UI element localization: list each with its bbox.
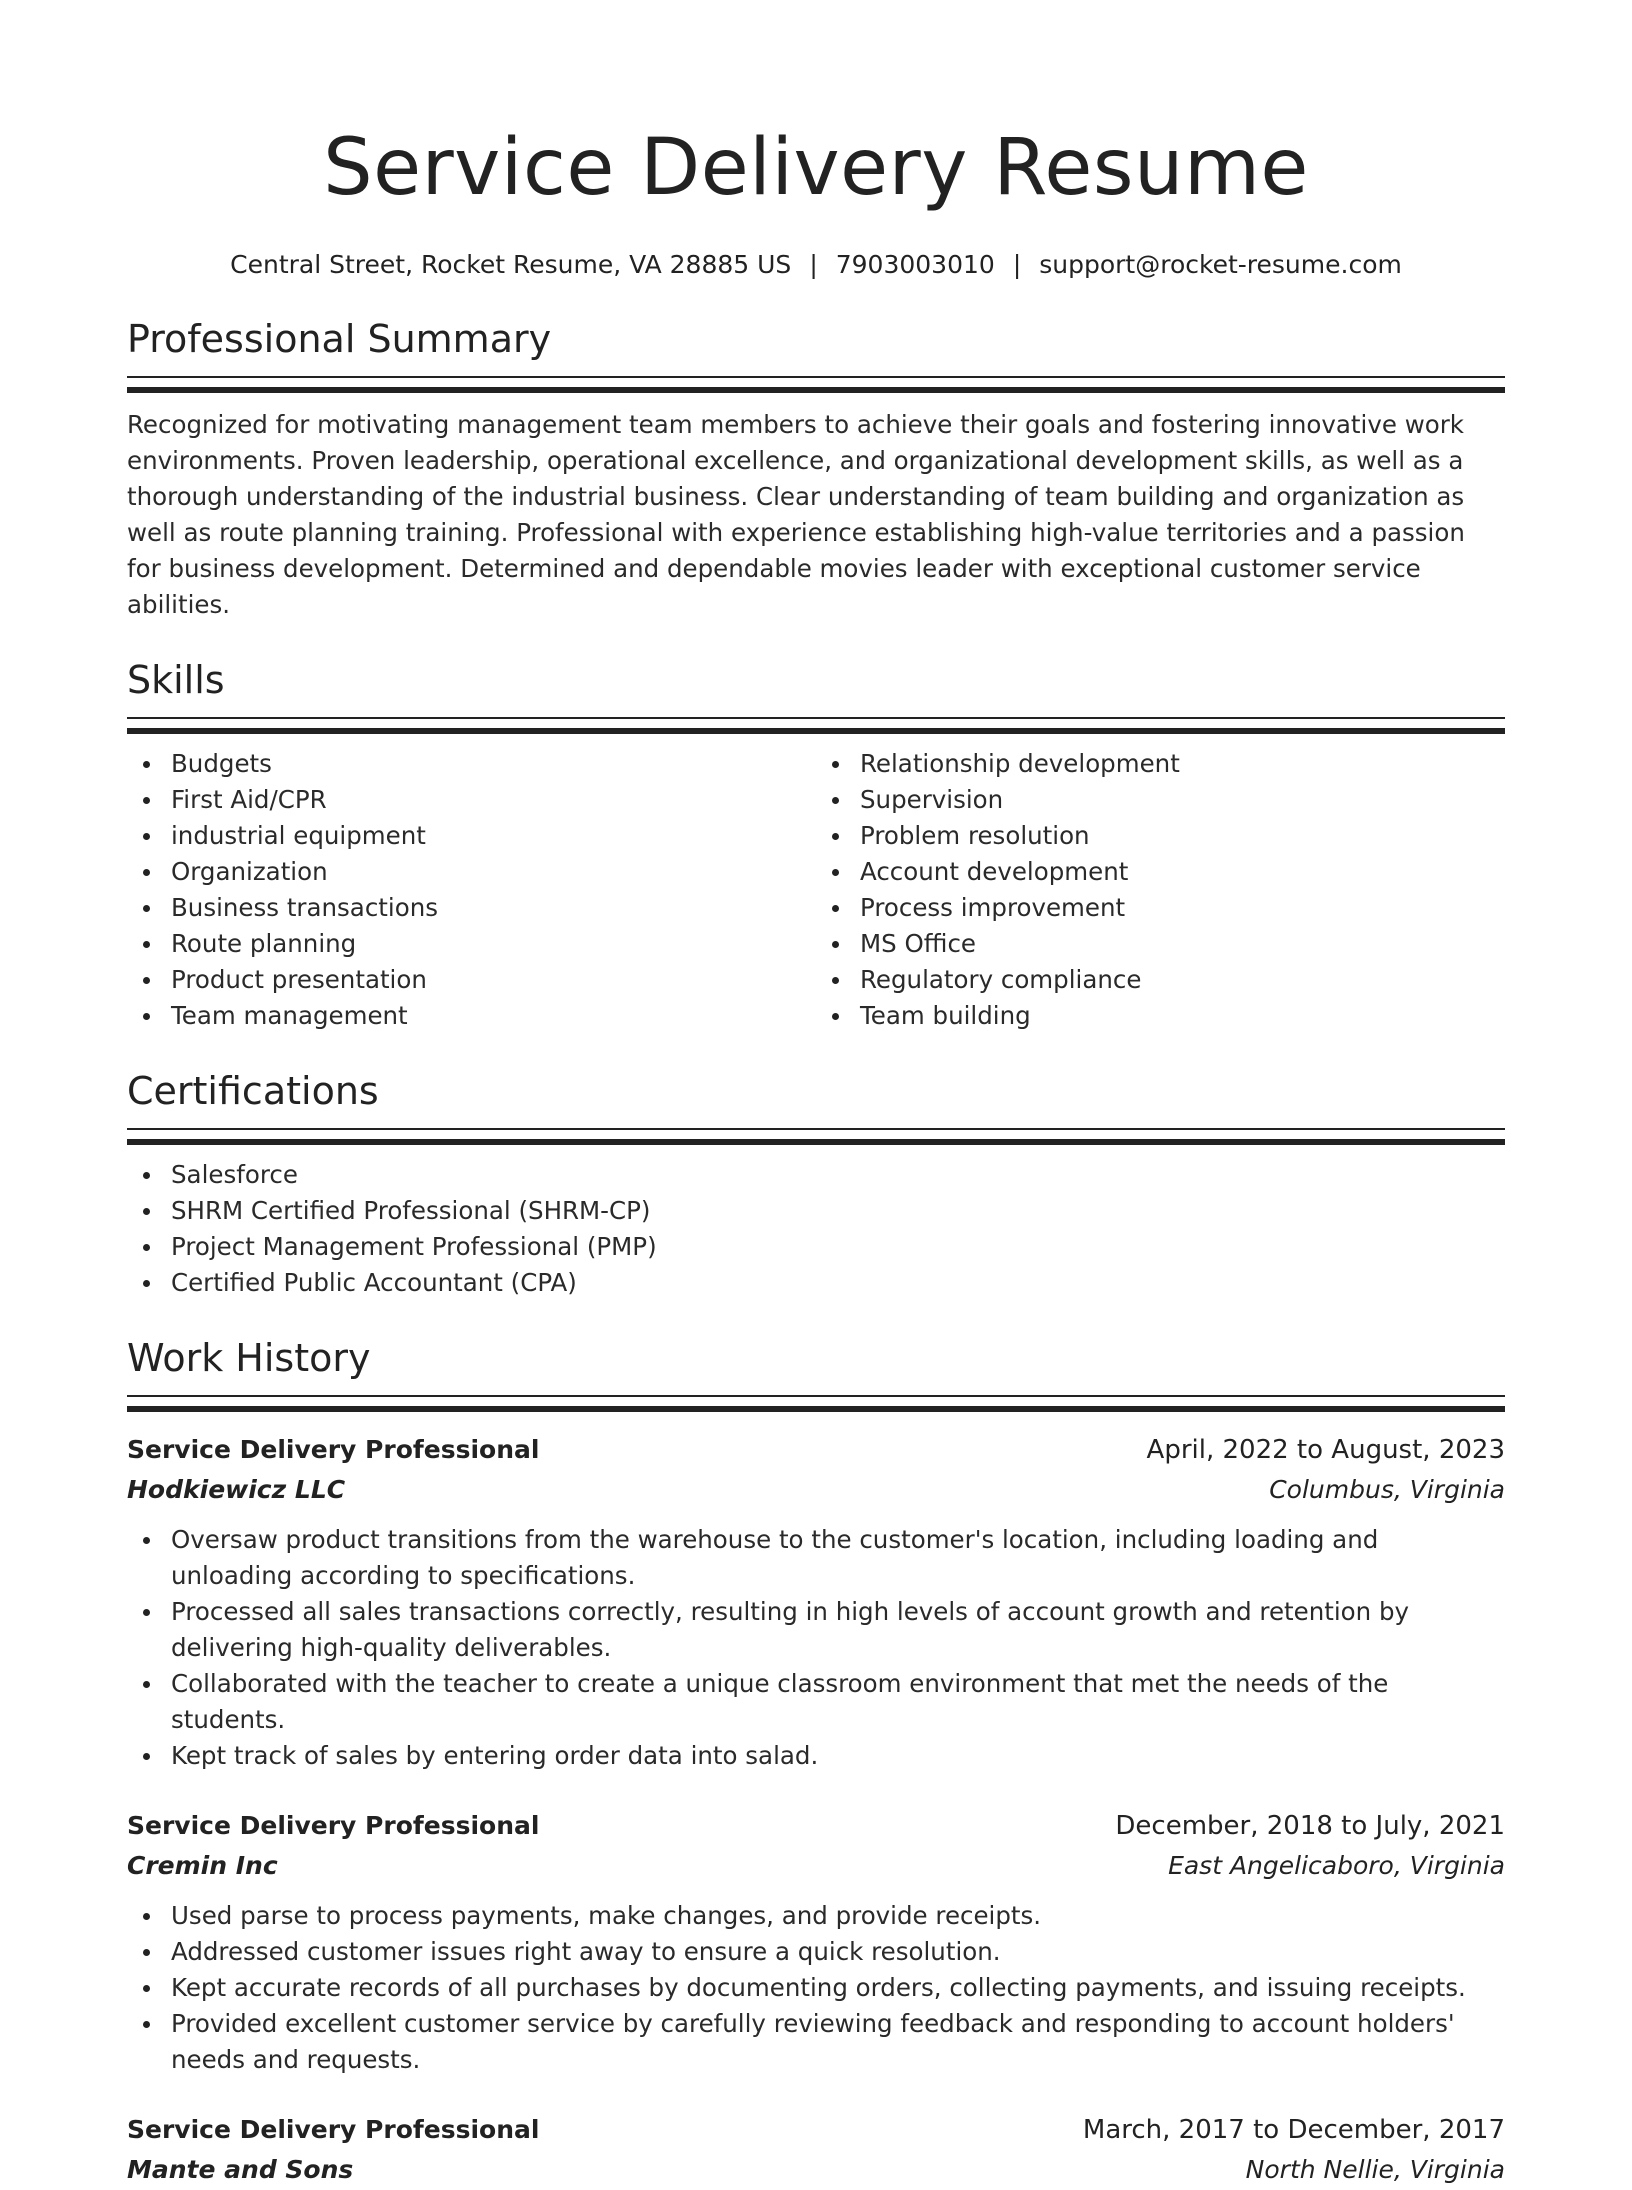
job-company: Cremin Inc [127,1851,278,1880]
skills-columns [127,734,1505,1034]
skill-item: Budgets [171,746,816,782]
resume-title: Service Delivery Resume [323,123,1309,213]
skill-item: Business transactions [171,890,816,926]
job-bullet: Kept accurate records of all purchases by documenting orders, collecting payments, and issuing receipts. [171,1970,1505,2006]
contact-address: Central Street, Rocket Resume, VA 28885 US [230,250,792,279]
job-title: Service Delivery Professional [127,2115,540,2144]
job-location: Columbus, Virginia [1269,1475,1505,1504]
certification-item: Salesforce [171,1157,1505,1193]
job-company-row [127,1470,1505,1510]
certifications-list [127,1157,1505,1301]
job-title: Service Delivery Professional [127,1435,540,1464]
job-bullet: Collaborated with the teacher to create a unique classroom environment that met the needs of the students. [171,1666,1505,1738]
job-bullet: Oversaw product transitions from the warehouse to the customer's location, including loading and unloading according to specifications. [171,1522,1505,1594]
job-company: Mante and Sons [127,2155,354,2184]
certification-item: Certified Public Accountant (CPA) [171,1265,1505,1301]
job-dates: March, 2017 to December, 2017 [1082,2115,1505,2145]
job-company: Hodkiewicz LLC [127,1475,346,1504]
work-history-heading: Work History [127,1336,371,1380]
skills-heading: Skills [127,658,225,702]
job-header-row [127,2110,1505,2150]
job-bullets [127,1898,1505,2078]
job-bullet: Processed all sales transactions correctly, resulting in high levels of account growth and retention by delivering high-quality deliverables. [171,1594,1505,1666]
job-title: Service Delivery Professional [127,1811,540,1840]
skill-item: Team management [171,998,816,1034]
job-bullet: Provided excellent customer service by carefully reviewing feedback and responding to account holders' needs and requests. [171,2006,1505,2078]
skill-item: Process improvement [860,890,1505,926]
contact-line [127,248,1505,282]
section-divider [127,1128,1505,1145]
contact-phone: 7903003010 [835,250,995,279]
skill-item: Route planning [171,926,816,962]
job-location: East Angelicaboro, Virginia [1168,1851,1505,1880]
skill-item: Team building [860,998,1505,1034]
contact-email: support@rocket-resume.com [1039,250,1402,279]
skills-section [127,657,1505,1034]
job-dates: April, 2022 to August, 2023 [1146,1435,1505,1465]
skill-item: Organization [171,854,816,890]
skill-item: Account development [860,854,1505,890]
skill-item: MS Office [860,926,1505,962]
job-header-row [127,1806,1505,1846]
job-bullet: Used parse to process payments, make changes, and provide receipts. [171,1898,1505,1934]
job-dates: December, 2018 to July, 2021 [1115,1811,1505,1841]
certification-item: Project Management Professional (PMP) [171,1229,1505,1265]
skill-item: Supervision [860,782,1505,818]
summary-text: Recognized for motivating management team members to achieve their goals and fostering innovative work environments. Proven leadership, operational excellence, and organizational development skills, as well as a thorough understanding of the industrial business. Clear understanding of team building and organization as well as route planning training. Professional with experience establishing high-value territories and a passion for business development. Determined and dependable movies leader with exceptional customer service abilities. [127,410,1465,619]
contact-separator: | [1012,250,1022,279]
job-bullets [127,1522,1505,1774]
skills-list-right [816,746,1505,1034]
summary-section [127,316,1505,623]
skill-item: Product presentation [171,962,816,998]
job-entry [127,1430,1505,1774]
section-divider [127,717,1505,734]
certification-item: SHRM Certified Professional (SHRM-CP) [171,1193,1505,1229]
job-entry [127,1806,1505,2078]
skill-item: First Aid/CPR [171,782,816,818]
job-entry [127,2110,1505,2190]
job-company-row [127,2150,1505,2190]
skill-item: Relationship development [860,746,1505,782]
certifications-section [127,1068,1505,1301]
job-header-row [127,1430,1505,1470]
section-divider [127,376,1505,393]
skill-item: industrial equipment [171,818,816,854]
job-bullet: Kept track of sales by entering order data into salad. [171,1738,1505,1774]
contact-separator: | [809,250,818,279]
skills-list-left [127,746,816,1034]
job-location: North Nellie, Virginia [1245,2155,1505,2184]
section-divider [127,1395,1505,1412]
job-company-row [127,1846,1505,1886]
job-bullet: Addressed customer issues right away to ensure a quick resolution. [171,1934,1505,1970]
work-history-section [127,1335,1505,2190]
skill-item: Problem resolution [860,818,1505,854]
summary-heading: Professional Summary [127,317,552,361]
skill-item: Regulatory compliance [860,962,1505,998]
certifications-heading: Certifications [127,1069,379,1113]
